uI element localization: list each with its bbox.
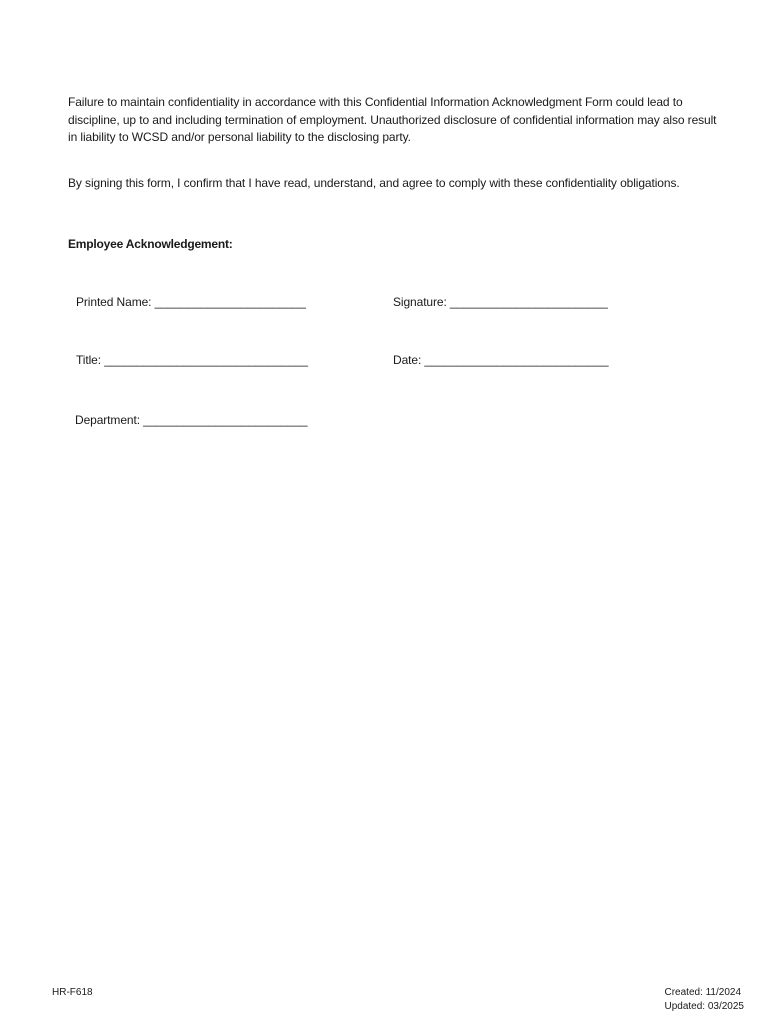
confidentiality-warning-paragraph: Failure to maintain confidentiality in accordance with this Confidential Information Acknowledgment Form could lead to discipline, up to and including termination of employment. Unauthorized disclosure of confidential information may also result in liability to WCSD and/or personal liability to the disclosing party.	[68, 95, 717, 144]
signature-field[interactable]: Signature: ________________________	[393, 295, 608, 309]
confirmation-paragraph: By signing this form, I confirm that I have read, understand, and agree to comply with these confidentiality obligations.	[68, 176, 680, 190]
employee-acknowledgement-heading: Employee Acknowledgement:	[68, 237, 233, 251]
updated-date: Updated: 03/2025	[664, 1000, 744, 1012]
department-field[interactable]: Department: _________________________	[75, 413, 308, 427]
title-field[interactable]: Title: _______________________________	[76, 353, 308, 367]
printed-name-field[interactable]: Printed Name: _______________________	[76, 295, 306, 309]
form-id: HR-F618	[52, 987, 93, 998]
date-field[interactable]: Date: ____________________________	[393, 353, 609, 367]
footer-dates	[664, 986, 744, 1013]
created-date: Created: 11/2024	[664, 987, 742, 998]
